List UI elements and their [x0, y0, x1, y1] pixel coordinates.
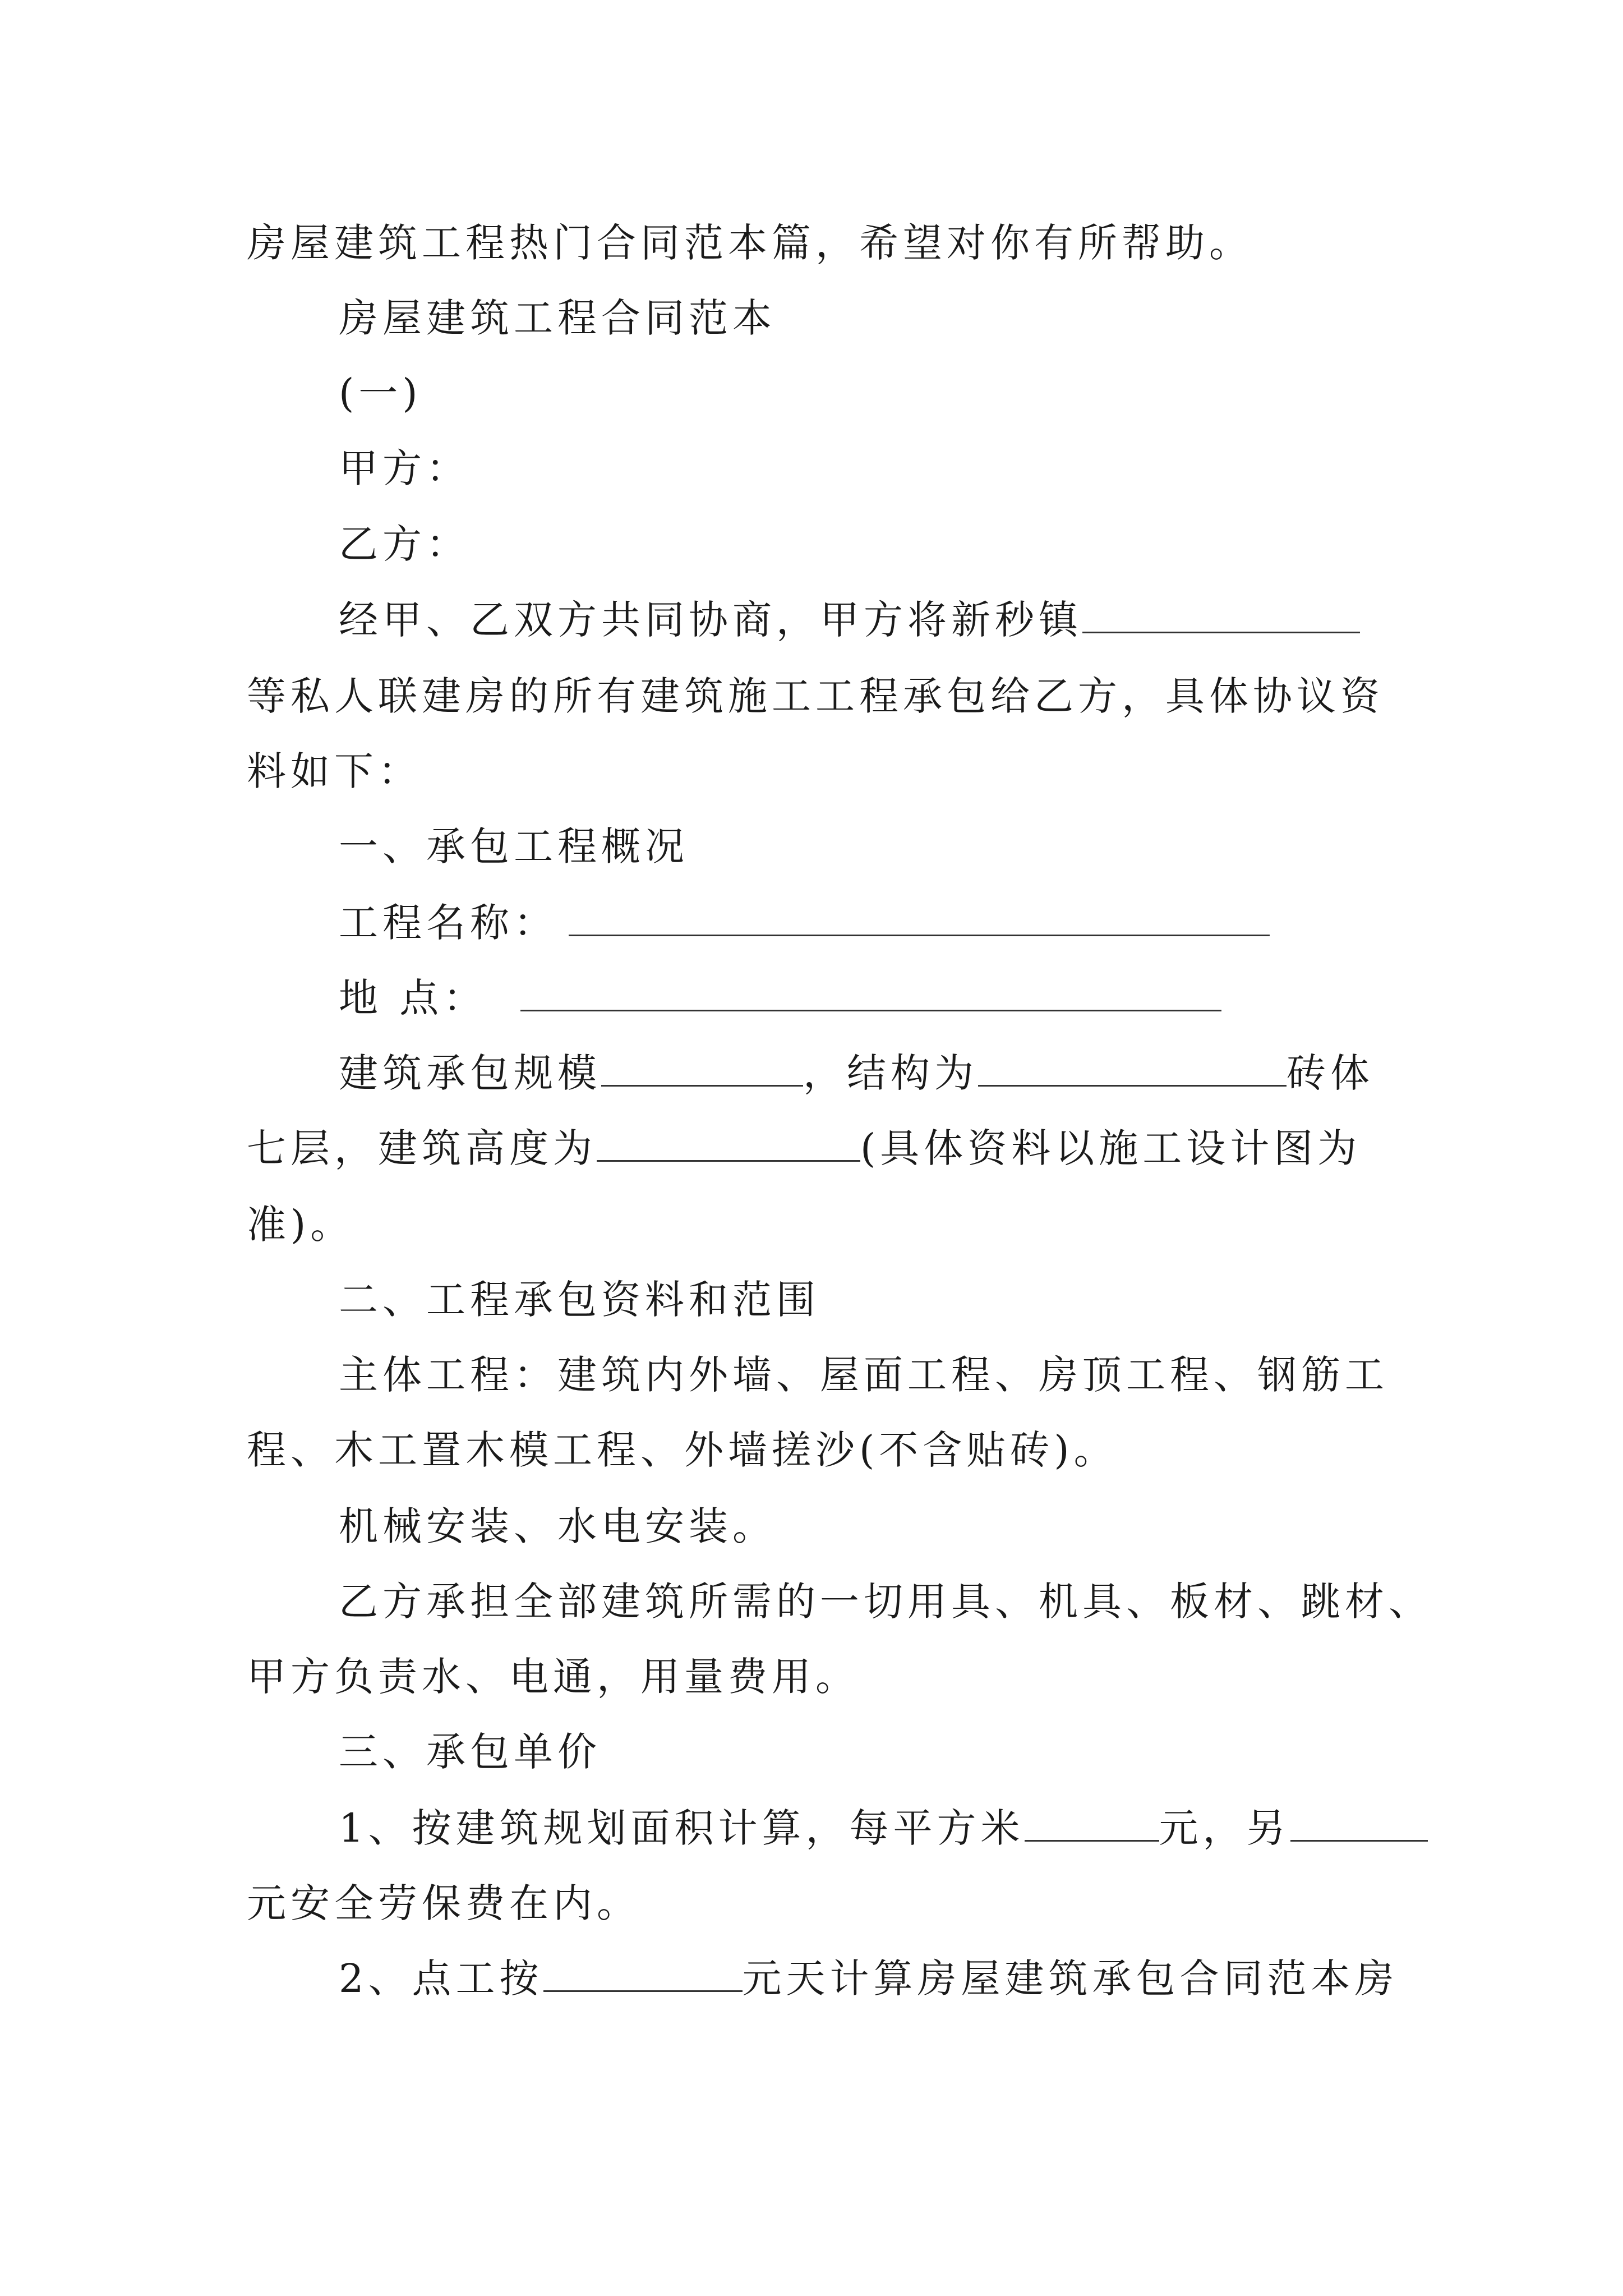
agreement-paragraph-line1: 经甲、乙双方共同协商，甲方将新秒镇 [339, 595, 1391, 645]
party-b-duty-line: 乙方承担全部建筑所需的一切用具、机具、板材、跳材、 [339, 1579, 1432, 1625]
section-number: (一) [339, 370, 422, 416]
height-blank [597, 1159, 860, 1162]
structure-blank [978, 1084, 1287, 1087]
party-b-label: 乙方： [339, 521, 470, 567]
insurance-fee-blank [1290, 1839, 1428, 1842]
price-item1-line2: 元安全劳保费在内。 [247, 1880, 640, 1926]
installation-line: 机械安装、水电安装。 [339, 1503, 776, 1549]
price-item1-line1: 1、按建筑规划面积计算，每平方米 元，另 [339, 1803, 1391, 1853]
project-name-line: 工程名称： [339, 898, 1391, 948]
party-a-label: 甲方： [339, 445, 470, 491]
intro-paragraph: 房屋建筑工程热门合同范本篇，希望对你有所帮助。 [247, 220, 1253, 266]
price-per-sqm-blank [1025, 1839, 1159, 1842]
location-blank [520, 1009, 1221, 1011]
price-item2-line: 2、点工按 元天计算房屋建筑承包合同范本房 [339, 1955, 1399, 2001]
height-line-end: 准)。 [247, 1202, 354, 1248]
height-line: 七层，建筑高度为 (具体资料以施工设计图为 [247, 1125, 1362, 1171]
location-line: 地 点： [339, 973, 1391, 1023]
heading-unit-price: 三、承包单价 [339, 1729, 601, 1775]
main-works-line2: 程、木工置木模工程、外墙搓沙(不含贴砖)。 [247, 1427, 1118, 1473]
main-works-line1: 主体工程：建筑内外墙、屋面工程、房顶工程、钢筋工 [339, 1352, 1389, 1398]
project-name-blank [569, 934, 1270, 936]
heading-project-overview: 一、承包工程概况 [339, 823, 689, 869]
contract-title: 房屋建筑工程合同范本 [339, 295, 776, 341]
town-blank [1082, 631, 1360, 633]
party-a-duty-line: 甲方负责水、电通，用量费用。 [247, 1654, 859, 1700]
agreement-paragraph-line2: 等私人联建房的所有建筑施工工程承包给乙方，具体协议资 [247, 673, 1384, 719]
heading-scope: 二、工程承包资料和范围 [339, 1277, 820, 1323]
scale-blank [601, 1084, 803, 1087]
daily-rate-blank [543, 1990, 743, 1992]
agreement-paragraph-line3: 料如下： [247, 748, 422, 794]
scale-line: 建筑承包规模 ，结构为 砖体 [339, 1050, 1374, 1096]
